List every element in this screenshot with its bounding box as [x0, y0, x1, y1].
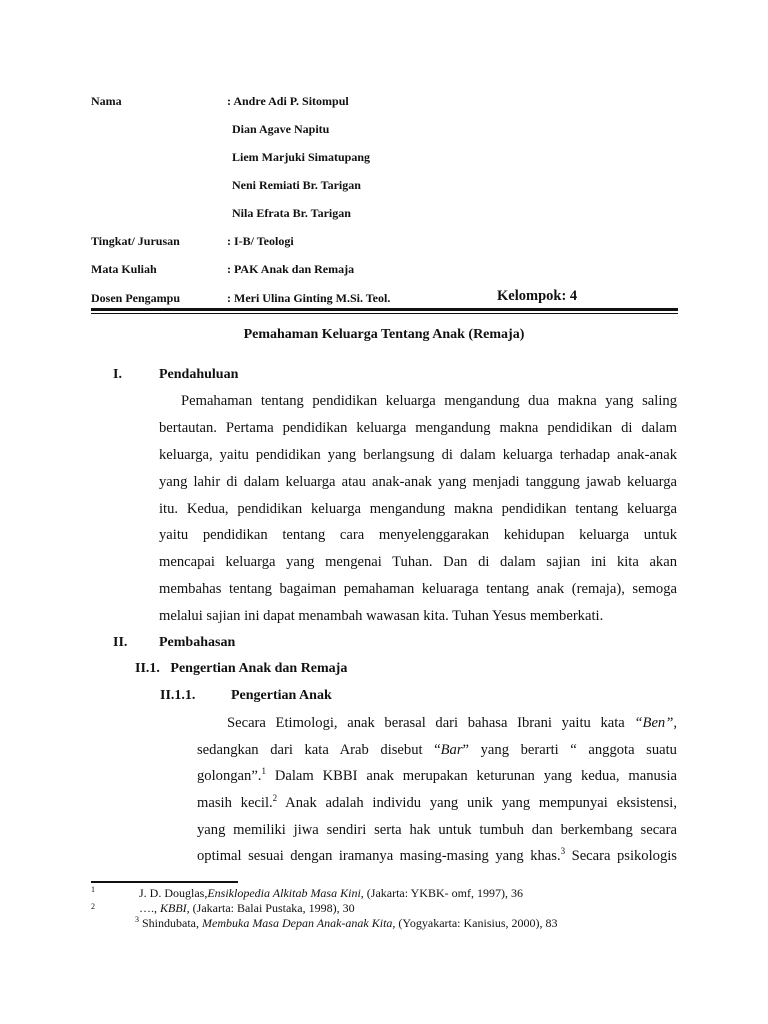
anak-line-1 [227, 715, 677, 732]
anak-line-2 [197, 742, 677, 759]
section-1-heading: Pendahuluan [159, 367, 239, 382]
anak-line-6 [197, 848, 677, 865]
nama-value-1: : Andre Adi P. Sitompul [227, 94, 349, 108]
anak-line-3 [197, 768, 677, 785]
footnote-ref-2[interactable]: 2 [272, 793, 278, 804]
intro-line-9: melalui sajian ini dapat menambah wawasan kita. Tuhan Yesus memberkati. [159, 608, 604, 624]
anak-line-2-text-b: ” yang berarti “ anggota suatu [462, 742, 677, 758]
anak-line-2-text-a: sedangkan dari kata Arab disebut “ [197, 742, 441, 758]
footnote-3-publisher: (Yogyakarta: Kanisius, 2000), 83 [395, 916, 558, 930]
intro-line-4: yang lahir di dalam keluarga atau anak-anak yang menjadi tanggung jawab keluarga [159, 474, 677, 490]
anak-line-5: yang memiliki jiwa sendiri serta hak untuk tumbuh dan berkembang secara [197, 822, 677, 838]
intro-line-5: itu. Kedua, pendidikan keluarga mengandung makna pendidikan tentang keluarga [159, 501, 677, 517]
nama-value-2: Dian Agave Napitu [232, 122, 330, 136]
anak-term-bar: Bar [440, 742, 463, 758]
nama-value-4: Neni Remiati Br. Tarigan [232, 178, 361, 192]
footnote-2-title: KBBI, [160, 901, 190, 915]
intro-line-1: Pemahaman tentang pendidikan keluarga mengandung dua makna yang saling [181, 393, 677, 409]
matkul-value: : PAK Anak dan Remaja [227, 262, 355, 276]
footnote-ref-1[interactable]: 1 [261, 766, 266, 777]
footnote-2-publisher: (Jakarta: Balai Pustaka, 1998), 30 [189, 901, 355, 915]
nama-value-3: Liem Marjuki Simatupang [232, 150, 371, 164]
footnote-separator [91, 881, 238, 883]
anak-line-3-text-b: Dalam KBBI anak merupakan keturunan yang kedua, manusia [265, 768, 677, 784]
footnote-1-title: Ensiklopedia Alkitab Masa Kini [207, 886, 361, 900]
matkul-label: Mata Kuliah [91, 262, 157, 276]
anak-line-4-text-a: masih kecil. [197, 795, 273, 811]
footnote-2-number: 2 [91, 902, 95, 911]
intro-line-7: mencapai keluarga yang mengenai Tuhan. Dan di dalam sajian ini kita akan [159, 554, 677, 570]
anak-line-4-text-b: Anak adalah individu yang unik yang mempunyai eksistensi, [277, 795, 677, 811]
intro-line-8: membahas tentang bagaiman pemahaman keluaraga tentang anak (remaja), semoga [159, 581, 677, 597]
footnote-2-author: …., [139, 901, 160, 915]
footnote-3 [135, 916, 558, 931]
anak-line-4 [197, 795, 677, 812]
subsection-2-1-1-heading: Pengertian Anak [231, 688, 332, 703]
tingkat-label: Tingkat/ Jurusan [91, 234, 180, 248]
footnote-3-title: Membuka Masa Depan Anak-anak Kita, [202, 916, 396, 930]
footnote-3-number: 3 [135, 915, 139, 924]
anak-term-ben: “Ben”, [634, 715, 677, 731]
footnote-3-author: Shindubata, [139, 916, 202, 930]
section-1-number: I. [113, 367, 122, 382]
header-rule-thin [91, 313, 678, 314]
footnote-2 [139, 901, 355, 916]
subsection-2-1-1-number: II.1.1. [160, 688, 196, 703]
intro-line-2: bertautan. Pertama pendidikan keluarga mengandung makna pendidikan di dalam [159, 420, 677, 436]
footnote-ref-3[interactable]: 3 [560, 846, 566, 857]
footnote-1-author: J. D. Douglas, [139, 886, 208, 900]
anak-line-1-text: Secara Etimologi, anak berasal dari bahasa Ibrani yaitu kata [227, 715, 635, 731]
nama-value-5: Nila Efrata Br. Tarigan [232, 206, 351, 220]
dosen-value: : Meri Ulina Ginting M.Si. Teol. [227, 291, 391, 305]
anak-line-6-text-a: optimal sesuai dengan iramanya masing-masing yang khas. [197, 848, 561, 864]
anak-line-3-text-a: golongan”. [197, 768, 262, 784]
intro-line-3: keluarga, yaitu pendidikan yang berlangsung di dalam keluarga terhadap anak-anak [159, 447, 677, 463]
header-rule-thick [91, 308, 678, 311]
anak-line-6-text-b: Secara psikologis [565, 848, 677, 864]
kelompok-label: Kelompok: 4 [497, 288, 578, 304]
footnote-1-number: 1 [91, 885, 95, 894]
document-title: Pemahaman Keluarga Tentang Anak (Remaja) [243, 327, 525, 342]
section-2-heading: Pembahasan [159, 635, 236, 650]
dosen-label: Dosen Pengampu [91, 291, 181, 305]
nama-label: Nama [91, 94, 122, 108]
intro-line-6: yaitu pendidikan tentang cara menyelenggarakan kehidupan keluarga untuk [159, 527, 677, 543]
subsection-2-1-heading: II.1. Pengertian Anak dan Remaja [135, 661, 348, 676]
section-2-number: II. [113, 635, 128, 650]
footnote-1-publisher: , (Jakarta: YKBK- omf, 1997), 36 [360, 886, 523, 900]
tingkat-value: : I-B/ Teologi [227, 234, 294, 248]
footnote-1 [139, 886, 523, 901]
